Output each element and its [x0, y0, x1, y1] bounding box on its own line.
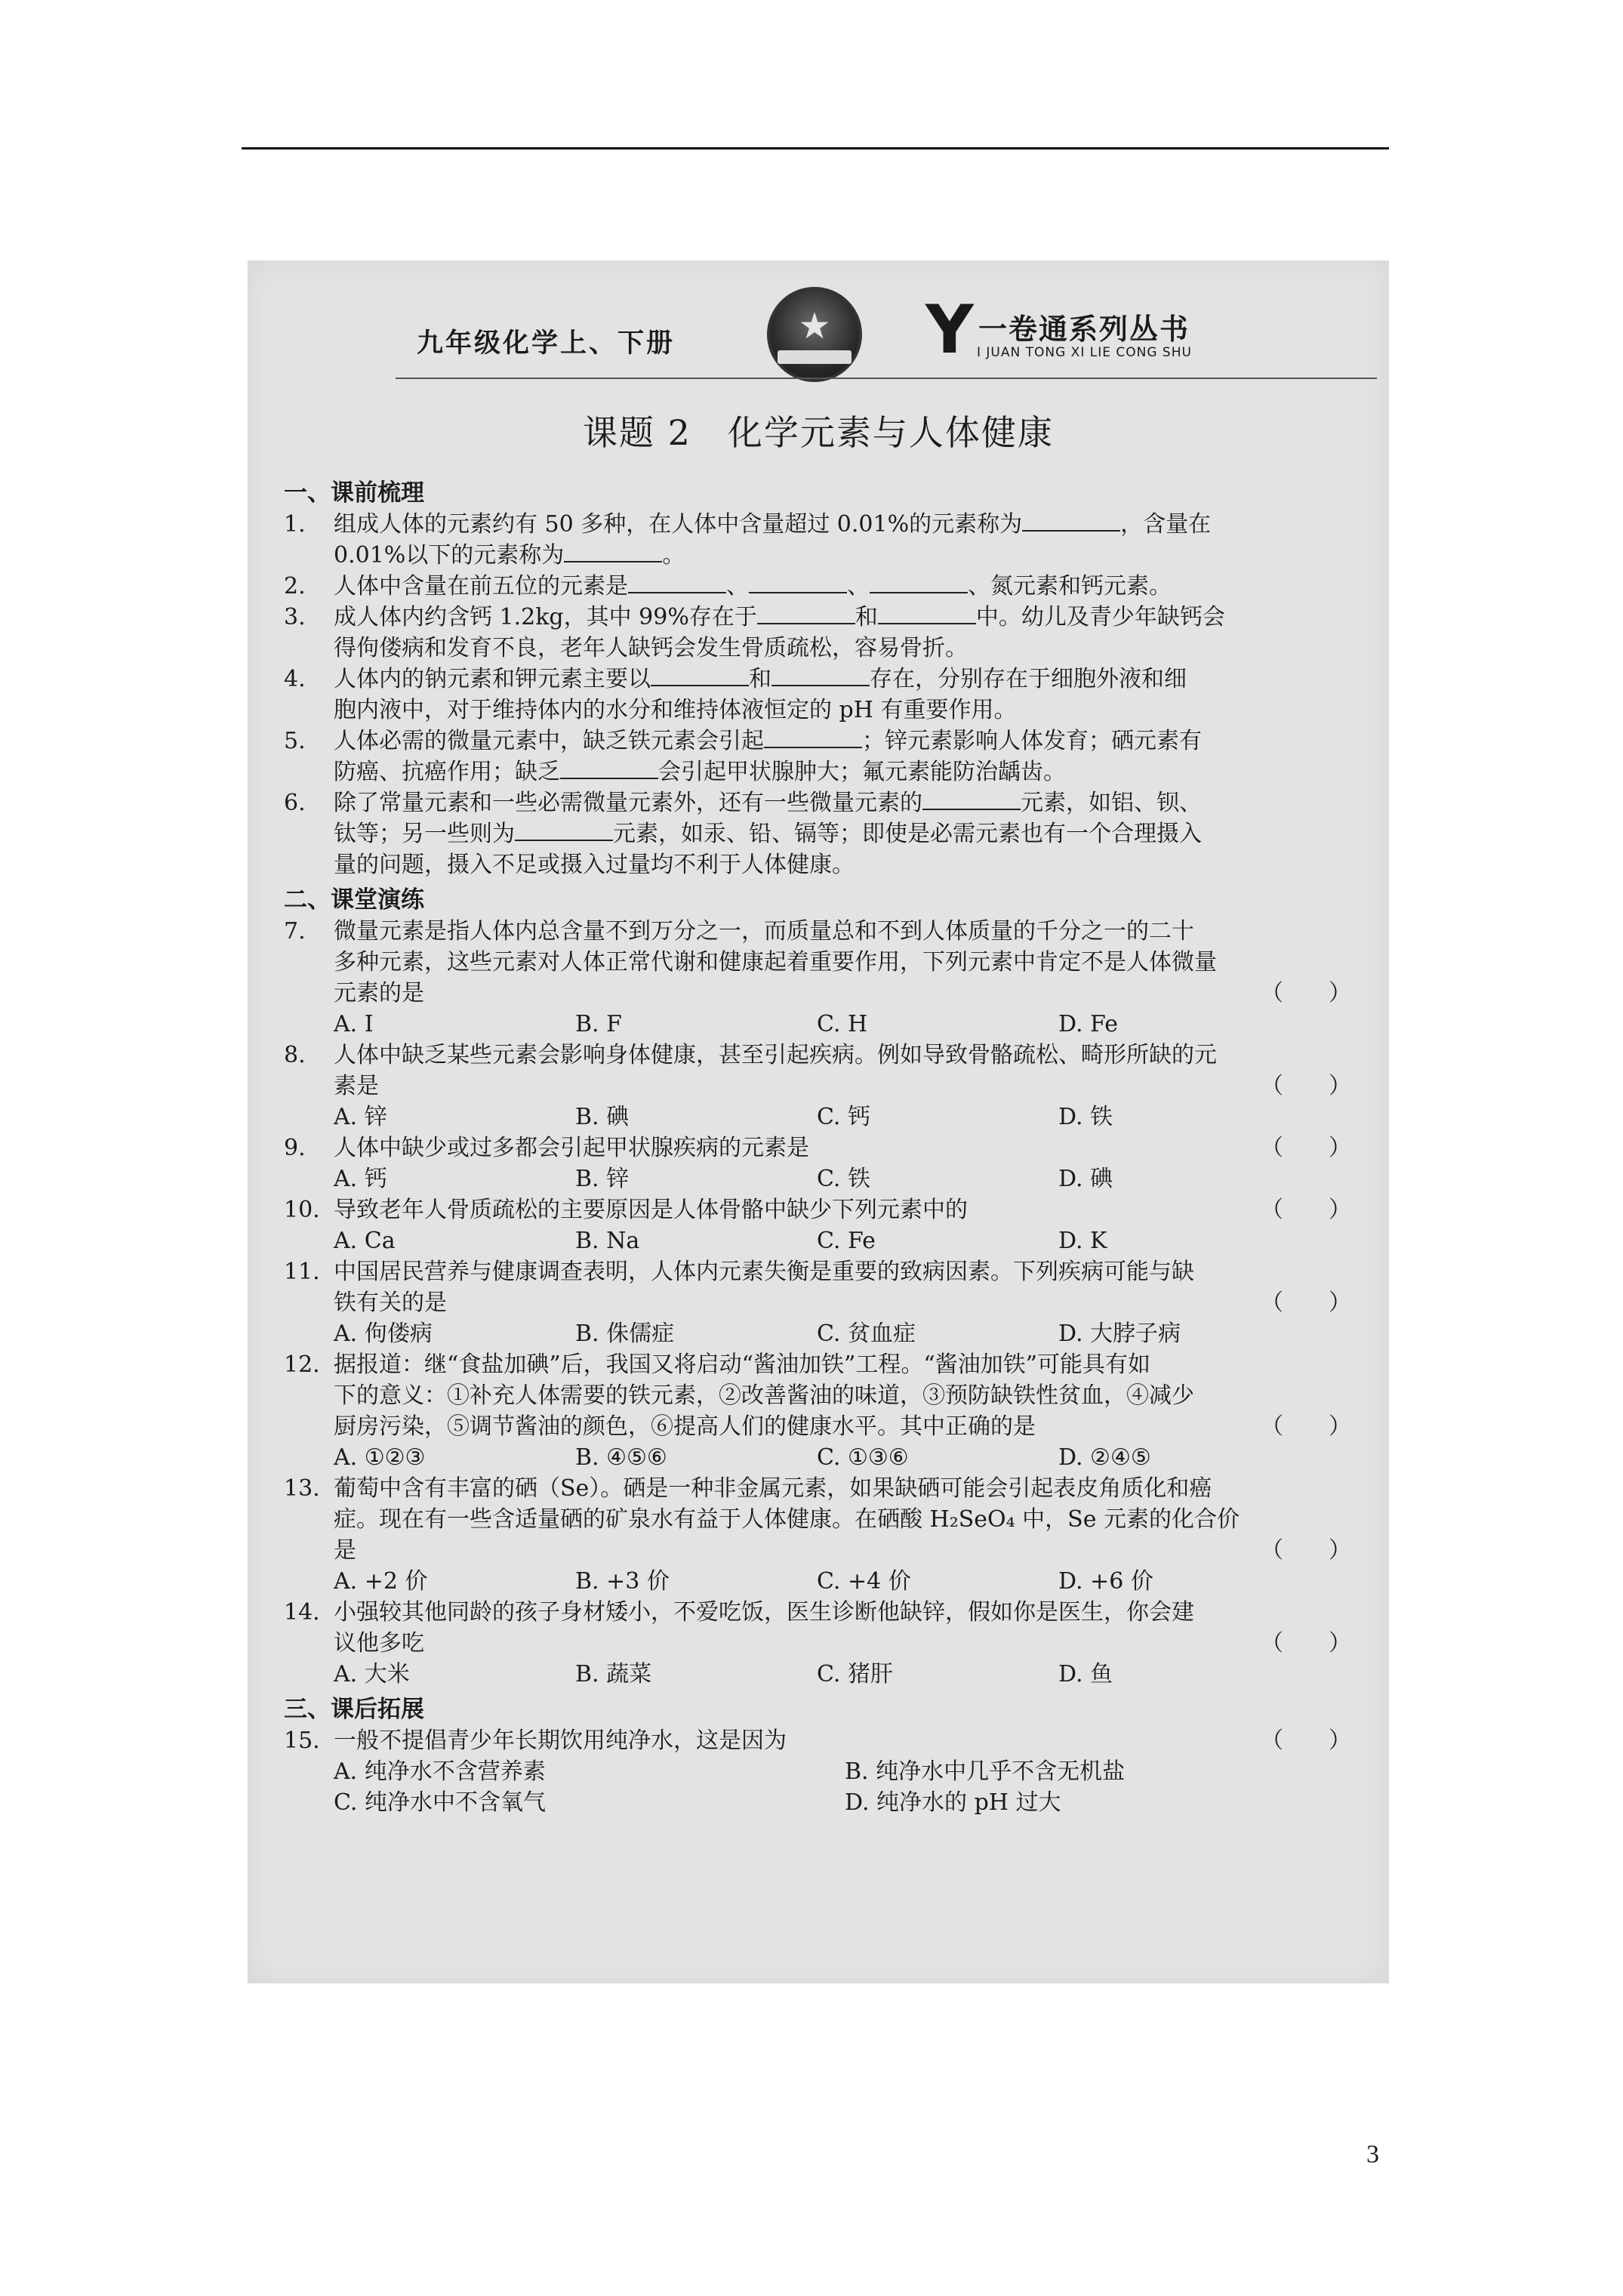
option[interactable]: B. 蔬菜 [575, 1661, 652, 1687]
question-5: 5. 人体必需的微量元素中，缺乏铁元素会引起 ；锌元素影响人体发育；硒元素有 防癌、抗癌作用；缺乏 会引起甲状腺肿大；氟元素能防治龋齿。 [284, 726, 1356, 787]
answer-blank[interactable] [628, 571, 726, 593]
option[interactable]: D. Fe [1058, 1011, 1118, 1037]
answer-blank[interactable] [564, 540, 662, 562]
option[interactable]: C. Fe [817, 1228, 876, 1254]
question-15: 15. 一般不提倡青少年长期饮用纯净水，这是因为 （ ） [284, 1725, 1356, 1756]
answer-paren[interactable]: （ ） [1261, 1630, 1351, 1657]
answer-paren[interactable]: （ ） [1261, 1197, 1351, 1223]
options [284, 1009, 1356, 1040]
answer-paren[interactable]: （ ） [1261, 1290, 1351, 1316]
option[interactable]: C. 贫血症 [817, 1321, 916, 1347]
scanned-page [248, 260, 1389, 1983]
options [284, 1163, 1356, 1194]
option[interactable]: D. +6 价 [1058, 1568, 1153, 1595]
options [284, 1318, 1356, 1349]
answer-blank[interactable] [651, 664, 749, 686]
answer-blank[interactable] [560, 757, 658, 779]
logo-band [778, 350, 852, 364]
question-14: 14. 小强较其他同龄的孩子身材矮小，不爱吃饭，医生诊断他缺锌，假如你是医生，你会建 议他多吃 （ ） [284, 1597, 1356, 1659]
answer-blank[interactable] [771, 664, 870, 686]
option[interactable]: A. +2 价 [334, 1568, 428, 1595]
answer-blank[interactable] [515, 818, 613, 841]
question-8: 8. 人体中缺乏某些元素会影响身体健康，甚至引起疾病。例如导致骨骼疏松、畸形所缺的元 素是 （ ） [284, 1040, 1356, 1102]
answer-paren[interactable]: （ ） [1261, 1135, 1351, 1161]
option[interactable]: B. 侏儒症 [575, 1321, 675, 1347]
answer-blank[interactable] [922, 787, 1021, 810]
answer-blank[interactable] [764, 726, 862, 748]
option[interactable]: B. 纯净水中几乎不含无机盐 [845, 1758, 1126, 1785]
section-heading: 三、课后拓展 [284, 1696, 424, 1723]
series-name: 一卷通系列丛书 [978, 312, 1190, 346]
answer-paren[interactable]: （ ） [1261, 1413, 1351, 1440]
header-rule [396, 378, 1377, 379]
option[interactable]: B. Na [575, 1228, 640, 1254]
question-13: 13. 葡萄中含有丰富的硒（Se）。硒是一种非金属元素，如果缺硒可能会引起表皮角质化和癌 症。现在有一些含适量硒的矿泉水有益于人体健康。在硒酸 H₂SeO₄ 中，Se 元素的化合价 是 （ ） [284, 1473, 1356, 1566]
section-heading: 二、课堂演练 [284, 886, 424, 914]
option[interactable]: D. 铁 [1058, 1104, 1113, 1130]
option[interactable]: A. ①②③ [334, 1444, 426, 1471]
option[interactable]: B. +3 价 [575, 1568, 670, 1595]
options [284, 1566, 1356, 1597]
option[interactable]: B. 碘 [575, 1104, 630, 1130]
question-3: 3. 成人体内约含钙 1.2kg，其中 99%存在于 和 中。幼儿及青少年缺钙会 得佝偻病和发育不良，老年人缺钙会发生骨质疏松，容易骨折。 [284, 602, 1356, 664]
section-heading: 一、课前梳理 [284, 479, 424, 507]
options [284, 1102, 1356, 1133]
option[interactable]: A. 锌 [334, 1104, 387, 1130]
answer-blank[interactable] [1022, 509, 1120, 532]
option[interactable]: A. 佝偻病 [334, 1321, 433, 1347]
option[interactable]: B. 锌 [575, 1166, 630, 1192]
option[interactable]: C. 钙 [817, 1104, 870, 1130]
question-9: 9. 人体中缺少或过多都会引起甲状腺疾病的元素是 （ ） [284, 1133, 1356, 1163]
option[interactable]: C. H [817, 1011, 868, 1037]
options [284, 1225, 1356, 1256]
page-number: 3 [1366, 2140, 1379, 2168]
question-11: 11. 中国居民营养与健康调查表明，人体内元素失衡是重要的致病因素。下列疾病可能与缺 铁有关的是 （ ） [284, 1256, 1356, 1318]
answer-blank[interactable] [757, 602, 855, 624]
question-7: 7. 微量元素是指人体内总含量不到万分之一，而质量总和不到人体质量的千分之一的二十 多种元素，这些元素对人体正常代谢和健康起着重要作用，下列元素中肯定不是人体微量 元素的是 （ ） [284, 916, 1356, 1009]
question-4: 4. 人体内的钠元素和钾元素主要以 和 存在，分别存在于细胞外液和细 胞内液中，对于维持体内的水分和维持体液恒定的 pH 有重要作用。 [284, 664, 1356, 726]
answer-blank[interactable] [870, 571, 968, 593]
option[interactable]: C. 铁 [817, 1166, 870, 1192]
answer-paren[interactable]: （ ） [1261, 1073, 1351, 1099]
lesson-title: 课题 2 化学元素与人体健康 [583, 412, 1054, 453]
answer-paren[interactable]: （ ） [1261, 980, 1351, 1006]
options [284, 1756, 1356, 1787]
option[interactable]: C. 猪肝 [817, 1661, 893, 1687]
options [284, 1787, 1356, 1818]
answer-blank[interactable] [749, 571, 847, 593]
option[interactable]: A. I [334, 1011, 374, 1037]
option[interactable]: A. 大米 [334, 1661, 410, 1687]
series-pinyin: I JUAN TONG XI LIE CONG SHU [977, 345, 1192, 360]
option[interactable]: C. +4 价 [817, 1568, 911, 1595]
worksheet-content [284, 473, 1356, 1818]
option[interactable]: D. 纯净水的 pH 过大 [845, 1789, 1061, 1816]
star-icon: ★ [798, 305, 831, 347]
option[interactable]: A. Ca [334, 1228, 396, 1254]
book-title: 九年级化学上、下册 [417, 328, 676, 359]
answer-paren[interactable]: （ ） [1261, 1537, 1351, 1564]
option[interactable]: D. 碘 [1058, 1166, 1113, 1192]
top-rule [242, 147, 1389, 149]
options [284, 1659, 1356, 1690]
option[interactable]: C. 纯净水中不含氧气 [334, 1789, 546, 1816]
option[interactable]: D. ②④⑤ [1058, 1444, 1151, 1471]
option[interactable]: D. 鱼 [1058, 1661, 1113, 1687]
answer-paren[interactable]: （ ） [1261, 1727, 1351, 1754]
question-6: 6. 除了常量元素和一些必需微量元素外，还有一些微量元素的 元素，如铝、钡、 钛等；另一些则为 元素，如汞、铅、镉等；即使是必需元素也有一个合理摄入 量的问题，摄入不足或摄入过量均不利于人体健康。 [284, 787, 1356, 880]
option[interactable]: B. ④⑤⑥ [575, 1444, 667, 1471]
option[interactable]: B. F [575, 1011, 622, 1037]
option[interactable]: D. 大脖子病 [1058, 1321, 1181, 1347]
option[interactable]: A. 钙 [334, 1166, 387, 1192]
question-12: 12. 据报道：继“食盐加碘”后，我国又将启动“酱油加铁”工程。“酱油加铁”可能具有如 下的意义：①补充人体需要的铁元素，②改善酱油的味道，③预防缺铁性贫血，④减少 厨房污染，⑤调节酱油的颜色，⑥提高人们的健康水平。其中正确的是 （ ） [284, 1349, 1356, 1442]
series-y-letter: Y [925, 291, 974, 368]
question-10: 10. 导致老年人骨质疏松的主要原因是人体骨骼中缺少下列元素中的 （ ） [284, 1194, 1356, 1225]
option[interactable]: C. ①③⑥ [817, 1444, 909, 1471]
question-1: 1. 组成人体的元素约有 50 多种，在人体中含量超过 0.01%的元素称为 ，含量在 0.01%以下的元素称为 。 [284, 509, 1356, 571]
option[interactable]: D. K [1058, 1228, 1107, 1254]
question-2: 2. 人体中含量在前五位的元素是 、 、 、氮元素和钙元素。 [284, 571, 1356, 602]
answer-blank[interactable] [878, 602, 976, 624]
options [284, 1442, 1356, 1473]
series-logo [767, 287, 862, 382]
option[interactable]: A. 纯净水不含营养素 [334, 1758, 546, 1785]
